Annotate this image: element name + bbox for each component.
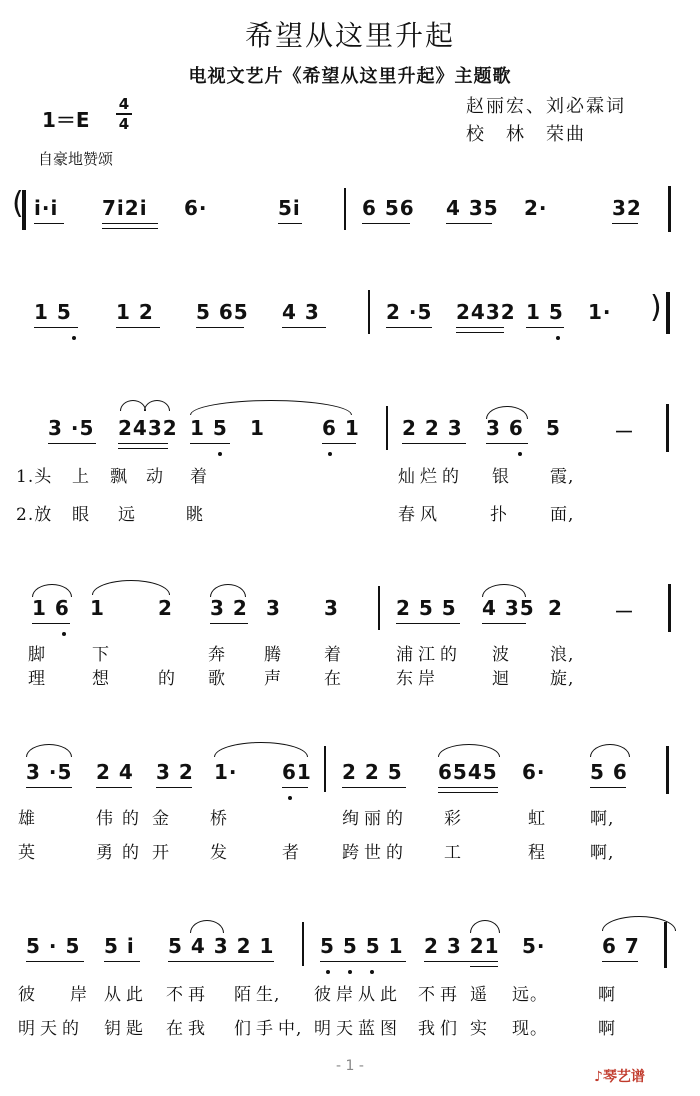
lyric-syllable: 现。 bbox=[512, 1019, 548, 1039]
lyric-syllable: 的 bbox=[440, 645, 458, 665]
beam-line bbox=[118, 443, 168, 444]
note-group: 6· bbox=[184, 196, 208, 220]
lyric-syllable: 匙 bbox=[126, 1019, 144, 1039]
note-group: 1 5 bbox=[34, 300, 72, 324]
octave-dot bbox=[556, 336, 560, 340]
lyric-syllable: 春 bbox=[398, 505, 416, 525]
bar-line bbox=[664, 922, 667, 968]
beam-line bbox=[446, 223, 492, 224]
lyric-syllable: 明 bbox=[314, 1019, 332, 1039]
repeat-start-bar bbox=[22, 190, 26, 230]
lyric-syllable: 们 bbox=[440, 1019, 458, 1039]
lyric-syllable: 绚 bbox=[342, 809, 360, 829]
lyric-syllable: 生, bbox=[256, 985, 281, 1005]
lyric-syllable: 们 bbox=[234, 1019, 252, 1039]
song-subtitle: 电视文艺片《希望从这里升起》主题歌 bbox=[188, 66, 512, 87]
note-group: 6 1 bbox=[322, 416, 360, 440]
lyric-syllable: 岸 bbox=[336, 985, 354, 1005]
octave-dot bbox=[72, 336, 76, 340]
lyric-syllable: 岸 bbox=[70, 985, 88, 1005]
beam-line bbox=[278, 223, 302, 224]
beam-line bbox=[102, 228, 158, 229]
lyric-syllable: 啊, bbox=[590, 843, 615, 863]
lyric-syllable: 歌 bbox=[208, 669, 226, 689]
bar-line bbox=[666, 746, 669, 794]
lyric-syllable: 再 bbox=[188, 985, 206, 1005]
lyric-syllable: 浪, bbox=[550, 645, 575, 665]
repeat-open-paren: ( bbox=[12, 186, 24, 221]
note-group: 2 2 3 bbox=[402, 416, 463, 440]
slur-arc bbox=[26, 744, 72, 757]
lyric-syllable: 的 bbox=[122, 809, 140, 829]
beam-line bbox=[386, 327, 432, 328]
lyric-syllable: 飘 bbox=[110, 467, 128, 487]
bar-line bbox=[378, 586, 380, 630]
note-group: 1 2 bbox=[116, 300, 154, 324]
beam-line bbox=[602, 961, 638, 962]
note-group: 1 bbox=[250, 416, 265, 440]
lyric-syllable: 从 bbox=[358, 985, 376, 1005]
note-group: 4 35 bbox=[482, 596, 535, 620]
beam-line bbox=[96, 787, 132, 788]
bar-line bbox=[386, 406, 388, 450]
beam-line bbox=[320, 961, 406, 962]
note-group: 3 ·5 bbox=[26, 760, 73, 784]
tie-arc bbox=[92, 580, 170, 595]
lyric-syllable: 英 bbox=[18, 843, 36, 863]
tie-arc bbox=[190, 400, 352, 415]
composer-credit: 校 林 荣曲 bbox=[466, 124, 586, 145]
beam-line bbox=[322, 443, 356, 444]
beam-line bbox=[362, 223, 410, 224]
note-group: 3 ·5 bbox=[48, 416, 95, 440]
lyricist-credit: 赵丽宏、刘必霖词 bbox=[466, 96, 626, 117]
note-group: 7i2i bbox=[102, 196, 148, 220]
lyric-syllable: 天 bbox=[40, 1019, 58, 1039]
lyric-syllable: 着 bbox=[324, 645, 342, 665]
lyric-syllable: 不 bbox=[418, 985, 436, 1005]
note-group: 3 2 bbox=[210, 596, 248, 620]
lyric-syllable: 东 bbox=[396, 669, 414, 689]
slur-arc bbox=[590, 744, 630, 757]
note-group: 2432 bbox=[118, 416, 178, 440]
beam-line bbox=[190, 443, 230, 444]
lyric-syllable: 烂 bbox=[420, 467, 438, 487]
lyric-syllable: 实 bbox=[470, 1019, 488, 1039]
lyric-syllable: 啊, bbox=[590, 809, 615, 829]
note-group: 3 bbox=[266, 596, 281, 620]
note-group: 5 4 3 2 1 bbox=[168, 934, 275, 958]
note-group: 2 4 bbox=[96, 760, 134, 784]
lyric-syllable: 1.头 bbox=[16, 467, 53, 487]
lyric-syllable: 霞, bbox=[550, 467, 575, 487]
logo-text: 琴艺谱 bbox=[602, 1069, 645, 1085]
note-group: 2 bbox=[548, 596, 563, 620]
lyric-syllable: 波 bbox=[492, 645, 510, 665]
beam-line bbox=[456, 327, 504, 328]
lyric-syllable: 勇 bbox=[96, 843, 114, 863]
beam-line bbox=[48, 443, 96, 444]
note-group: 1 6 bbox=[32, 596, 70, 620]
beam-line bbox=[402, 443, 466, 444]
bar-line bbox=[666, 404, 669, 452]
lyric-syllable: 眼 bbox=[72, 505, 90, 525]
beam-line bbox=[26, 961, 84, 962]
note-group: 5 6 bbox=[590, 760, 628, 784]
beam-line bbox=[196, 327, 244, 328]
lyric-syllable: 此 bbox=[126, 985, 144, 1005]
bar-line bbox=[324, 746, 326, 792]
lyric-syllable: 程 bbox=[528, 843, 546, 863]
note-group: 1· bbox=[588, 300, 612, 324]
bar-line bbox=[668, 186, 671, 232]
beam-line bbox=[590, 787, 626, 788]
note-group: 6 7 bbox=[602, 934, 640, 958]
lyric-syllable: 动 bbox=[146, 467, 164, 487]
octave-dot bbox=[62, 632, 66, 636]
beam-line bbox=[438, 792, 498, 793]
bar-line bbox=[668, 584, 671, 632]
bar-line bbox=[302, 922, 304, 966]
octave-dot bbox=[518, 452, 522, 456]
lyric-syllable: 远 bbox=[118, 505, 136, 525]
tempo-marking: 自豪地赞颂 bbox=[38, 150, 114, 168]
octave-dot bbox=[326, 970, 330, 974]
beam-line bbox=[102, 223, 158, 224]
time-signature bbox=[116, 96, 132, 132]
lyric-syllable: 啊 bbox=[598, 1019, 616, 1039]
slur-arc bbox=[470, 920, 500, 933]
page-number: - 1 - bbox=[336, 1058, 364, 1074]
octave-dot bbox=[218, 452, 222, 456]
note-group: 3 2 bbox=[156, 760, 194, 784]
note-group: 1 5 bbox=[190, 416, 228, 440]
lyric-syllable: 手 bbox=[256, 1019, 274, 1039]
note-group: 1 5 bbox=[526, 300, 564, 324]
lyric-syllable: 彼 bbox=[314, 985, 332, 1005]
time-signature-bottom: 4 bbox=[118, 115, 130, 133]
lyric-syllable: 江 bbox=[418, 645, 436, 665]
slur-arc bbox=[438, 744, 500, 757]
lyric-syllable: 再 bbox=[440, 985, 458, 1005]
lyric-syllable: 明 bbox=[18, 1019, 36, 1039]
lyric-syllable: 陌 bbox=[234, 985, 252, 1005]
note-group: 5 65 bbox=[196, 300, 249, 324]
lyric-syllable: 浦 bbox=[396, 645, 414, 665]
beam-line bbox=[26, 787, 72, 788]
lyric-syllable: 天 bbox=[336, 1019, 354, 1039]
octave-dot bbox=[328, 452, 332, 456]
lyric-syllable: 从 bbox=[104, 985, 122, 1005]
lyric-syllable: 银 bbox=[492, 467, 510, 487]
slur-arc bbox=[190, 920, 224, 933]
lyric-syllable: 中, bbox=[278, 1019, 303, 1039]
lyric-syllable: 图 bbox=[380, 1019, 398, 1039]
slur-arc bbox=[144, 400, 170, 411]
beam-line bbox=[526, 327, 564, 328]
tie-arc bbox=[214, 742, 308, 757]
beam-line bbox=[456, 332, 504, 333]
lyric-syllable: 伟 bbox=[96, 809, 114, 829]
lyric-syllable: 工 bbox=[444, 843, 462, 863]
octave-dot bbox=[348, 970, 352, 974]
note-group: 2 5 5 bbox=[396, 596, 457, 620]
note-group: 32 bbox=[612, 196, 642, 220]
lyric-syllable: 啊 bbox=[598, 985, 616, 1005]
lyric-syllable: 迴 bbox=[492, 669, 510, 689]
bar-line bbox=[368, 290, 370, 334]
note-group: 2 bbox=[158, 596, 173, 620]
repeat-close-paren: ) bbox=[650, 290, 662, 325]
octave-dot bbox=[370, 970, 374, 974]
note-group: 5 5 5 1 bbox=[320, 934, 404, 958]
lyric-syllable: 在 bbox=[166, 1019, 184, 1039]
lyric-syllable: 的 bbox=[158, 669, 176, 689]
lyric-syllable: 面, bbox=[550, 505, 575, 525]
lyric-syllable: 奔 bbox=[208, 645, 226, 665]
lyric-syllable: 发 bbox=[210, 843, 228, 863]
lyric-syllable: 钥 bbox=[104, 1019, 122, 1039]
beam-line bbox=[168, 961, 274, 962]
note-group: 2432 bbox=[456, 300, 516, 324]
lyric-syllable: 不 bbox=[166, 985, 184, 1005]
note-group: 6 56 bbox=[362, 196, 415, 220]
lyric-syllable: 2.放 bbox=[16, 505, 53, 525]
beam-line bbox=[396, 623, 460, 624]
lyric-syllable: 的 bbox=[122, 843, 140, 863]
beam-line bbox=[282, 787, 308, 788]
note-group: 6· bbox=[522, 760, 546, 784]
note-group: 3 6 bbox=[486, 416, 524, 440]
lyric-syllable: 的 bbox=[386, 843, 404, 863]
lyric-syllable: 的 bbox=[386, 809, 404, 829]
lyric-syllable: 腾 bbox=[264, 645, 282, 665]
lyric-syllable: 雄 bbox=[18, 809, 36, 829]
lyric-syllable: 世 bbox=[364, 843, 382, 863]
beam-line bbox=[438, 787, 498, 788]
repeat-end-bar bbox=[666, 292, 670, 334]
logo-icon: ♪ bbox=[594, 1069, 603, 1085]
beam-line bbox=[210, 623, 248, 624]
note-group: 5 · 5 bbox=[26, 934, 81, 958]
beam-line bbox=[118, 448, 168, 449]
lyric-syllable: 虹 bbox=[528, 809, 546, 829]
lyric-syllable: 想 bbox=[92, 669, 110, 689]
lyric-syllable: 旋, bbox=[550, 669, 575, 689]
lyric-syllable: 着 bbox=[190, 467, 208, 487]
lyric-syllable: 金 bbox=[152, 809, 170, 829]
lyric-syllable: 者 bbox=[282, 843, 300, 863]
lyric-syllable: 声 bbox=[264, 669, 282, 689]
site-logo bbox=[594, 1066, 645, 1086]
lyric-syllable: 遥 bbox=[470, 985, 488, 1005]
note-group: － bbox=[614, 420, 635, 444]
time-signature-top: 4 bbox=[118, 95, 130, 113]
note-group: 4 35 bbox=[446, 196, 499, 220]
lyric-syllable: 远。 bbox=[512, 985, 548, 1005]
note-group: 2 3 21 bbox=[424, 934, 500, 958]
lyric-syllable: 理 bbox=[28, 669, 46, 689]
note-group: 1 bbox=[90, 596, 105, 620]
lyric-syllable: 下 bbox=[92, 645, 110, 665]
lyric-syllable: 丽 bbox=[364, 809, 382, 829]
lyric-syllable: 彩 bbox=[444, 809, 462, 829]
lyric-syllable: 此 bbox=[380, 985, 398, 1005]
lyric-syllable: 风 bbox=[420, 505, 438, 525]
lyric-syllable: 的 bbox=[442, 467, 460, 487]
lyric-syllable: 眺 bbox=[186, 505, 204, 525]
lyric-syllable: 彼 bbox=[18, 985, 36, 1005]
lyric-syllable: 我 bbox=[188, 1019, 206, 1039]
lyric-syllable: 我 bbox=[418, 1019, 436, 1039]
note-group: 5 i bbox=[104, 934, 135, 958]
beam-line bbox=[116, 327, 160, 328]
beam-line bbox=[486, 443, 528, 444]
beam-line bbox=[342, 787, 406, 788]
note-group: 3 bbox=[324, 596, 339, 620]
note-group: 2· bbox=[524, 196, 548, 220]
note-group: i·i bbox=[34, 196, 59, 220]
beam-line bbox=[34, 327, 78, 328]
note-group: 1· bbox=[214, 760, 238, 784]
lyric-syllable: 上 bbox=[72, 467, 90, 487]
note-group: 61 bbox=[282, 760, 312, 784]
song-title: 希望从这里升起 bbox=[244, 19, 455, 52]
beam-line bbox=[282, 327, 326, 328]
note-group: 5i bbox=[278, 196, 301, 220]
note-group: 4 3 bbox=[282, 300, 320, 324]
beam-line bbox=[104, 961, 140, 962]
lyric-syllable: 跨 bbox=[342, 843, 360, 863]
lyric-syllable: 在 bbox=[324, 669, 342, 689]
note-group: 2 ·5 bbox=[386, 300, 433, 324]
note-group: 2 2 5 bbox=[342, 760, 403, 784]
bar-line bbox=[344, 188, 346, 230]
lyric-syllable: 蓝 bbox=[358, 1019, 376, 1039]
key-signature: 1＝E bbox=[42, 108, 90, 132]
note-group: 6545 bbox=[438, 760, 498, 784]
slur-arc bbox=[120, 400, 146, 411]
lyric-syllable: 扑 bbox=[490, 505, 508, 525]
octave-dot bbox=[288, 796, 292, 800]
beam-line bbox=[612, 223, 638, 224]
beam-line bbox=[470, 966, 498, 967]
beam-line bbox=[156, 787, 192, 788]
beam-line bbox=[424, 961, 498, 962]
beam-line bbox=[34, 223, 64, 224]
beam-line bbox=[482, 623, 526, 624]
note-group: － bbox=[614, 600, 635, 624]
note-group: 5· bbox=[522, 934, 546, 958]
lyric-syllable: 岸 bbox=[418, 669, 436, 689]
lyric-syllable: 灿 bbox=[398, 467, 416, 487]
beam-line bbox=[32, 623, 70, 624]
lyric-syllable: 桥 bbox=[210, 809, 228, 829]
note-group: 5 bbox=[546, 416, 561, 440]
lyric-syllable: 开 bbox=[152, 843, 170, 863]
lyric-syllable: 脚 bbox=[28, 645, 46, 665]
lyric-syllable: 的 bbox=[62, 1019, 80, 1039]
